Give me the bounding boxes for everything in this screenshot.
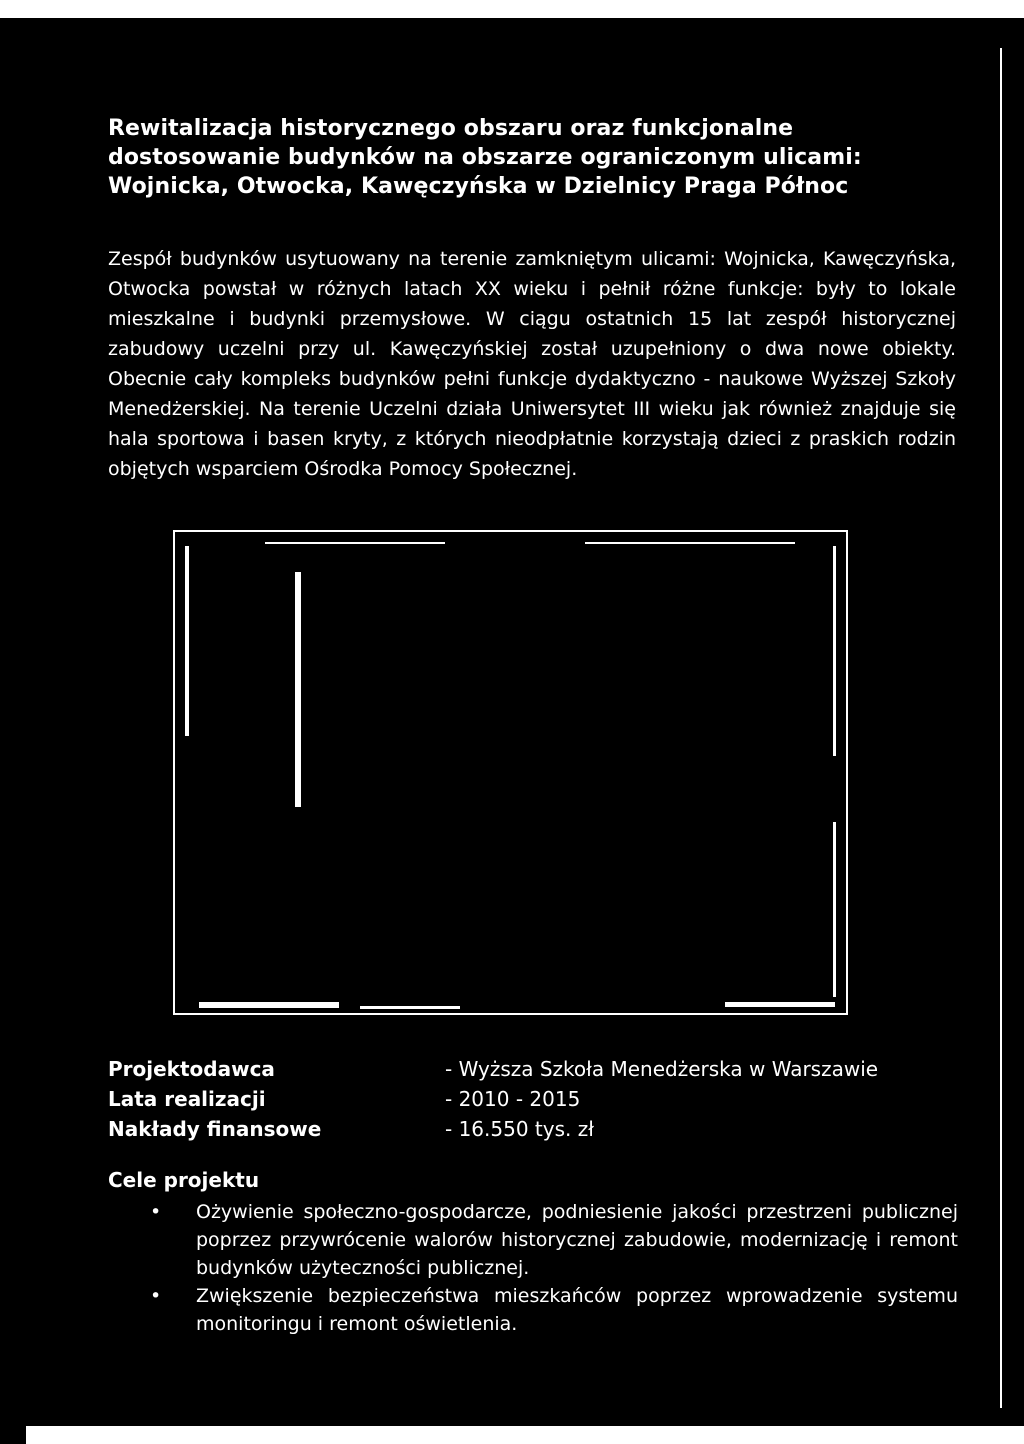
info-label: Nakłady finansowe	[108, 1117, 322, 1141]
info-value: - 2010 - 2015	[445, 1087, 581, 1111]
info-value: - 16.550 tys. zł	[445, 1117, 594, 1141]
photo-artifact-line	[295, 572, 301, 807]
info-label: Projektodawca	[108, 1057, 275, 1081]
document-page	[0, 18, 1024, 1426]
scan-corner-mark	[0, 1426, 26, 1444]
photo-artifact-line	[833, 546, 836, 756]
goals-list	[150, 1198, 958, 1338]
list-item	[150, 1198, 958, 1282]
page-edge-rule	[1000, 48, 1002, 1408]
photo-artifact-line	[725, 1002, 835, 1007]
photo-artifact-line	[360, 1006, 460, 1009]
goals-heading: Cele projektu	[108, 1168, 260, 1192]
bullet-icon: •	[150, 1285, 162, 1307]
photo-artifact-line	[585, 542, 795, 544]
photo-artifact-line	[833, 822, 836, 997]
goal-text: Ożywienie społeczno-gospodarcze, podniesienie jakości przestrzeni publicznej poprzez przywrócenie walorów historycznej zabudowie, modernizację i remont budynków użyteczności publicznej.	[196, 1201, 958, 1279]
bullet-icon: •	[150, 1201, 162, 1223]
info-label: Lata realizacji	[108, 1087, 266, 1111]
document-title: Rewitalizacja historycznego obszaru oraz funkcjonalne dostosowanie budynków na obszarze ograniczonym ulicami: Wojnicka, Otwocka, Kawęczyńska w Dzielnicy Praga Północ	[108, 116, 862, 199]
scan-bottom-margin	[0, 1426, 1024, 1444]
photo-artifact-line	[265, 542, 445, 544]
info-value: - Wyższa Szkoła Menedżerska w Warszawie	[445, 1057, 879, 1081]
photo-artifact-line	[199, 1002, 339, 1008]
building-photo-frame	[173, 530, 848, 1015]
goal-text: Zwiększenie bezpieczeństwa mieszkańców poprzez wprowadzenie systemu monitoringu i remont oświetlenia.	[196, 1285, 958, 1335]
photo-artifact-line	[185, 546, 189, 736]
list-item	[150, 1282, 958, 1338]
intro-paragraph: Zespół budynków usytuowany na terenie zamkniętym ulicami: Wojnicka, Kawęczyńska, Otwocka powstał w różnych latach XX wieku i pełnił różne funkcje: były to lokale mieszkalne i budynki przemysłowe. W ciągu ostatnich 15 lat zespół historycznej zabudowy uczelni przy ul. Kawęczyńskiej został uzupełniony o dwa nowe obiekty. Obecnie cały kompleks budynków pełni funkcje dydaktyczno - naukowe Wyższej Szkoły Menedżerskiej. Na terenie Uczelni działa Uniwersytet III wieku jak również znajduje się hala sportowa i basen kryty, z których nieodpłatnie korzystają dzieci z praskich rodzin objętych wsparciem Ośrodka Pomocy Społecznej.	[108, 248, 956, 480]
